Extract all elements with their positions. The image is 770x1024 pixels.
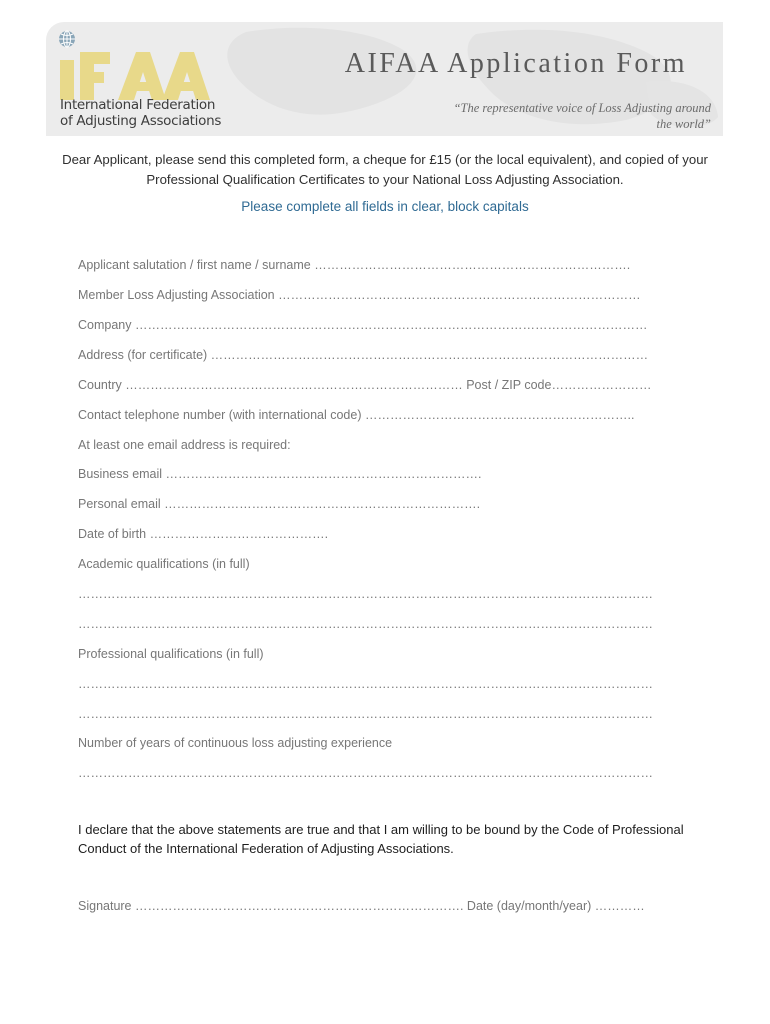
- professional-line-1[interactable]: …………………………………………………………………………………………………………………………: [78, 677, 653, 691]
- association-field[interactable]: Member Loss Adjusting Association ……………………………………………………………………………: [78, 288, 641, 302]
- experience-line[interactable]: …………………………………………………………………………………………………………………………: [78, 766, 653, 780]
- address-field[interactable]: Address (for certificate) ……………………………………………………………………………………………: [78, 348, 649, 362]
- country-zip-field[interactable]: Country ……………………………………………………………………… Post / ZIP code……………………: [78, 378, 652, 392]
- personal-email-field[interactable]: Personal email ………………………………………………………………….: [78, 497, 481, 511]
- tagline: “The representative voice of Loss Adjusting around the world”: [453, 101, 711, 131]
- organization-name: International Federation of Adjusting Associations: [60, 97, 222, 129]
- professional-label: Professional qualifications (in full): [78, 647, 264, 661]
- academic-line-1[interactable]: …………………………………………………………………………………………………………………………: [78, 587, 653, 601]
- professional-line-2[interactable]: …………………………………………………………………………………………………………………………: [78, 707, 653, 721]
- block-capitals-note: Please complete all fields in clear, block capitals: [241, 199, 529, 214]
- company-field[interactable]: Company ……………………………………………………………………………………………………………: [78, 318, 648, 332]
- business-email-field[interactable]: Business email ………………………………………………………………….: [78, 467, 482, 481]
- academic-line-2[interactable]: …………………………………………………………………………………………………………………………: [78, 617, 653, 631]
- declaration-text: I declare that the above statements are true and that I am willing to be bound by the Code of Professional Conduct of the International Federation of Adjusting Associations.: [78, 822, 684, 856]
- ifaa-logo: [58, 50, 210, 102]
- header-banner: [46, 22, 723, 136]
- email-required-label: At least one email address is required:: [78, 438, 291, 452]
- form-title: AIFAA Application Form: [344, 48, 687, 79]
- dob-field[interactable]: Date of birth …………………………………….: [78, 527, 329, 541]
- telephone-field[interactable]: Contact telephone number (with international code) ………………………………………………………..: [78, 408, 635, 422]
- salutation-field[interactable]: Applicant salutation / first name / surname ………………………………………………………………….: [78, 258, 631, 272]
- academic-label: Academic qualifications (in full): [78, 557, 250, 571]
- intro-text: Dear Applicant, please send this completed form, a cheque for £15 (or the local equivalent), and copied of your Professional Qualification Certificates to your National Loss Adjusting Association.: [62, 152, 708, 187]
- experience-label: Number of years of continuous loss adjusting experience: [78, 736, 393, 750]
- signature-date-field[interactable]: Signature ……………………………………………………………………. Date (day/month/year) …………: [78, 899, 645, 913]
- globe-icon: [58, 30, 76, 48]
